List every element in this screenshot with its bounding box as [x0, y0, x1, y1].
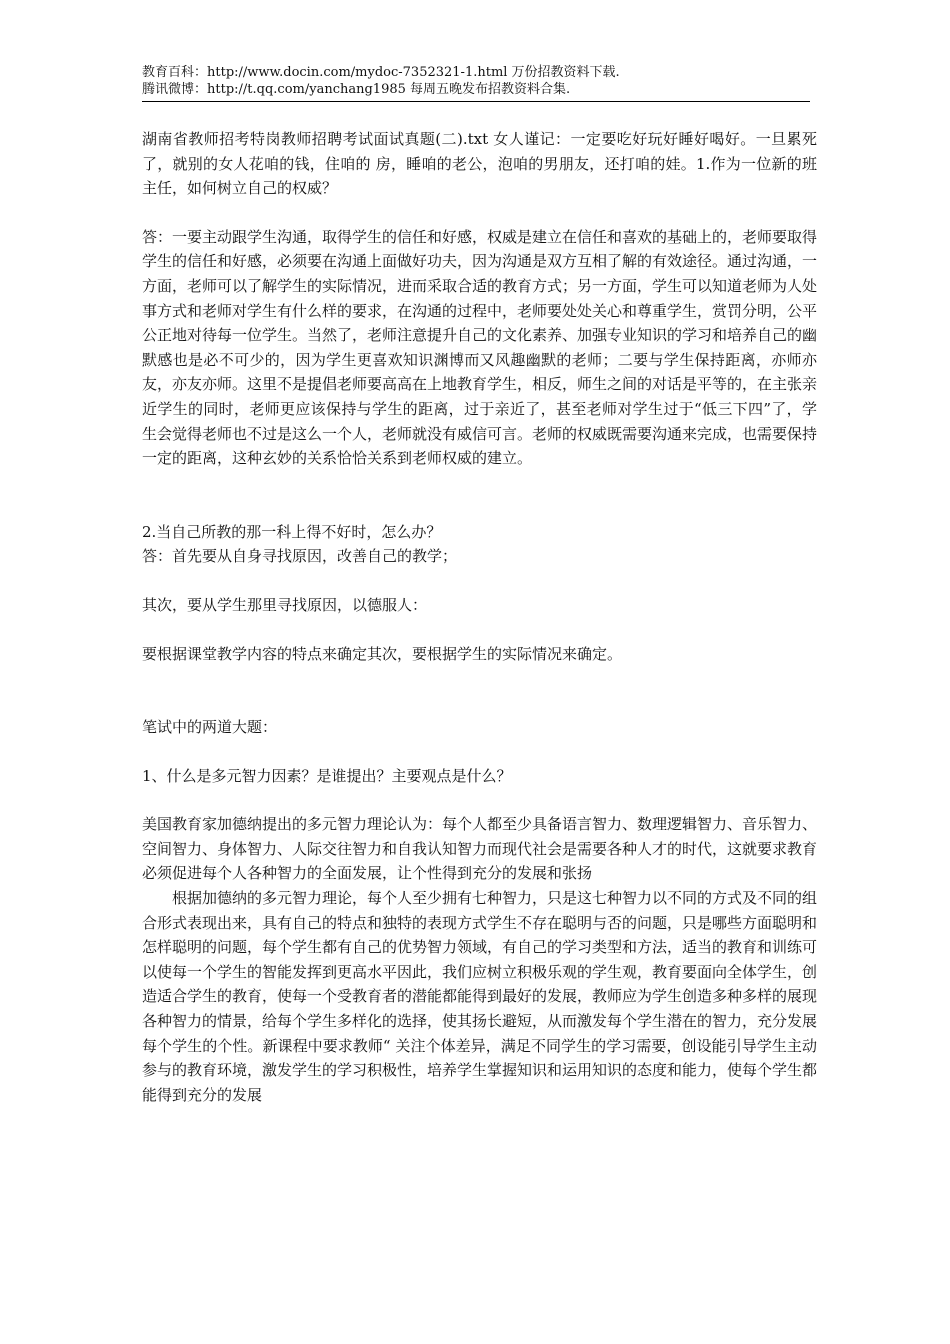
header-line-docin: 教育百科：http://www.docin.com/mydoc-7352321-1.html 万份招教资料下载. — [142, 65, 620, 80]
header-line-weibo: 腾讯微博：http://t.qq.com/yanchang1985 每周五晚发布招教资料合集. — [142, 82, 571, 97]
written-section-title: 笔试中的两道大题： — [142, 718, 278, 737]
intro-paragraph: 湖南省教师招考特岗教师招聘考试面试真题(二).txt 女人谨记：一定要吃好玩好睡好喝好。一旦累死了，就别的女人花咱的钱，住咱的 房，睡咱的老公，泡咱的男朋友，还打咱的娃。1.作为一位新的班主任，如何树立自己的权威？ — [142, 130, 817, 198]
spacer — [142, 201, 817, 225]
question-2: 2.当自己所教的那一科上得不好时，怎么办？ — [142, 522, 442, 541]
written-answer-1-paragraph-2: 根据加德纳的多元智力理论，每个人至少拥有七种智力，只是这七种智力以不同的方式及不同的组合形式表现出来，具有自己的特点和独特的表现方式学生不存在聪明与否的问题，只是哪些方面聪明和怎样聪明的问题，每个学生都有自己的优势智力领域，有自己的学习类型和方法，适当的教育和训练可以使每一个学生的智能发挥到更高水平因此，我们应树立积极乐观的学生观，教育要面向全体学生，创造适合学生的教育，使每一个受教育者的潜能都能得到最好的发展，教师应为学生创造多种多样的展现各种智力的情景，给每个学生多样化的选择，使其扬长避短，从而激发每个学生潜在的智力，充分发展每个学生的个性。新课程中要求教师“ 关注个体差异，满足不同学生的学习需要，创设能引导学生主动参与的教育环境，激发学生的学习积极性，培养学生掌握知识和运用知识的态度和能力，使每个学生都能得到充分的发展 — [142, 889, 818, 1104]
answer-2-line-2: 其次，要从学生那里寻找原因，以德服人： — [142, 595, 428, 614]
written-answer-1-paragraph-1: 美国教育家加德纳提出的多元智力理论认为：每个人都至少具备语言智力、数理逻辑智力、音乐智力、空间智力、身体智力、人际交往智力和自我认知智力而现代社会是需要各种人才的时代，这就要求教育必须促进每个人各种智力的全面发展，让个性得到充分的发展和张扬 — [142, 815, 818, 883]
written-question-1: 1、什么是多元智力因素？是谁提出？主要观点是什么？ — [142, 766, 512, 785]
spacer — [142, 569, 817, 593]
spacer — [142, 666, 817, 715]
spacer — [142, 740, 817, 764]
spacer — [142, 788, 817, 812]
spacer — [142, 618, 817, 642]
document-body — [142, 127, 817, 1107]
answer-2-line-3: 要根据课堂教学内容的特点来确定其次，要根据学生的实际情况来确定。 — [142, 644, 623, 663]
answer-2-line-1: 答：首先要从自身寻找原因，改善自己的教学； — [142, 547, 458, 566]
spacer — [142, 471, 817, 520]
page-header — [142, 64, 810, 102]
answer-1-paragraph: 答：一要主动跟学生沟通，取得学生的信任和好感，权威是建立在信任和喜欢的基础上的，老师要取得学生的信任和好感，必须要在沟通上面做好功夫，因为沟通是双方互相了解的有效途径。通过沟通，一方面，老师可以了解学生的实际情况，进而采取合适的教育方式；另一方面，学生可以知道老师为人处事方式和老师对学生有什么样的要求，在沟通的过程中，老师要处处关心和尊重学生，赏罚分明，公平公正地对待每一位学生。当然了，老师注意提升自己的文化素养、加强专业知识的学习和培养自己的幽默感也是必不可少的，因为学生更喜欢知识渊博而又风趣幽默的老师；二要与学生保持距离，亦师亦友，亦友亦师。这里不是提倡老师要高高在上地教育学生，相反，师生之间的对话是平等的，在主张亲近学生的同时，老师更应该保持与学生的距离，过于亲近了，甚至老师对学生过于“低三下四”了，学生会觉得老师也不过是这么一个人，老师就没有威信可言。老师的权威既需要沟通来完成，也需要保持一定的距离，这种玄妙的关系恰恰关系到老师权威的建立。 — [142, 227, 818, 468]
